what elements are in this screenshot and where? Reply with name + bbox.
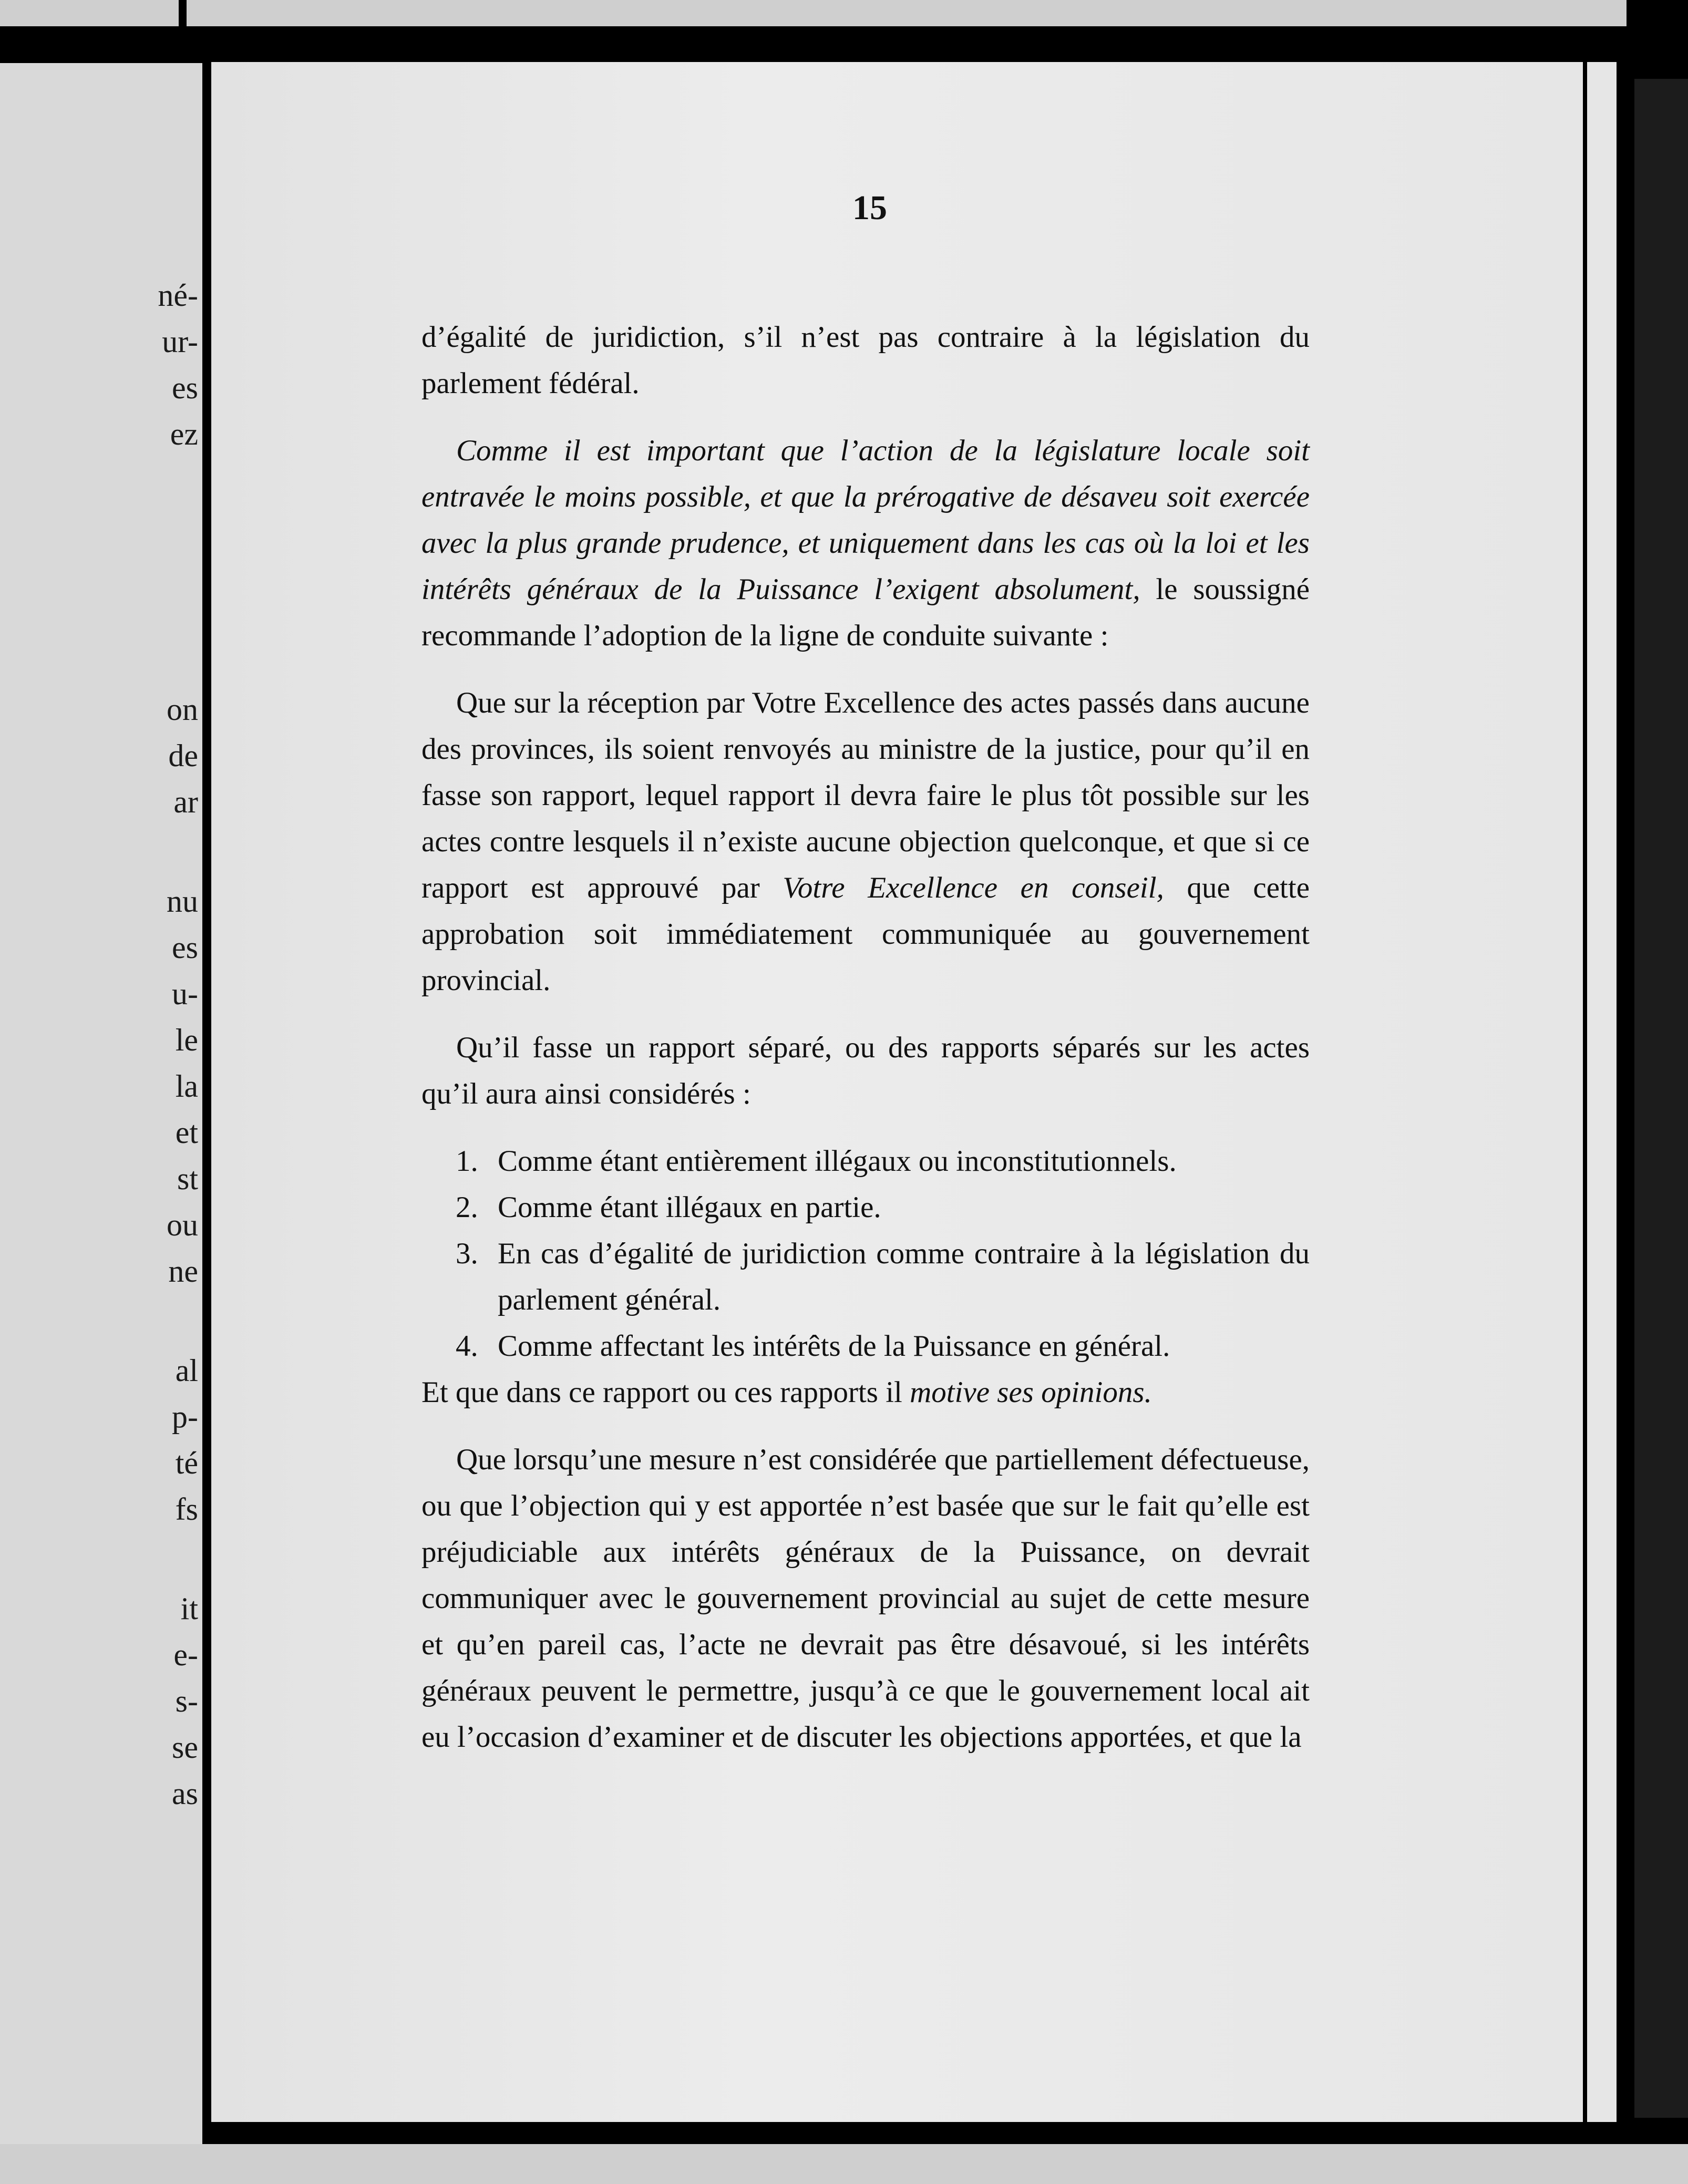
list-item-number: 1. <box>456 1145 478 1178</box>
bottom-strip <box>0 2144 1688 2184</box>
list-item-text: En cas d’égalité de juridiction comme contraire à la législation du parlement général. <box>498 1237 1310 1316</box>
page-body <box>421 314 1310 1760</box>
margin-fragment: et <box>175 1115 198 1150</box>
margin-fragment: s- <box>175 1684 198 1718</box>
list-item-text: Comme étant illégaux en partie. <box>498 1191 881 1224</box>
paragraph-3-end: que cette approbation soit immédiatement communiquée au gouvernement provincial. <box>421 871 1310 997</box>
paragraph-5-start: Et que dans ce rapport ou ces rapports il <box>421 1376 910 1409</box>
paragraph-4: Qu’il fasse un rapport séparé, ou des rapports séparés sur les actes qu’il aura ainsi considérés : <box>421 1031 1310 1110</box>
list-item <box>421 1184 1310 1231</box>
margin-fragment: on <box>167 692 198 727</box>
paragraph-3 <box>421 680 1310 1004</box>
top-strip <box>187 0 1627 26</box>
margin-fragment: le <box>175 1023 198 1057</box>
margin-fragment: ou <box>167 1208 198 1242</box>
margin-fragment: it <box>180 1591 198 1626</box>
margin-fragment: p- <box>172 1399 198 1434</box>
margin-fragment: ez <box>170 417 198 451</box>
margin-fragment: nu <box>167 884 198 919</box>
paragraph-5 <box>421 1369 1310 1416</box>
scanned-page <box>211 62 1583 2122</box>
numbered-list <box>421 1138 1310 1369</box>
paragraph-2-rest: le soussigné recommande l’adoption de la ligne de conduite suivante : <box>421 573 1310 652</box>
margin-fragment: al <box>175 1353 198 1388</box>
margin-fragment: fs <box>175 1492 198 1527</box>
paragraph-3-start: Que sur la réception par Votre Excellence des actes passés dans aucune des provinces, ils soient renvoyés au ministre de la justice, pour qu’il en fasse son rapport, lequel rapport il devra faire le plus tôt possible sur les actes contre lesquels il n’existe aucune objection quelconque, et que si ce rapport est approuvé par <box>421 686 1310 904</box>
paragraph-1: d’égalité de juridiction, s’il n’est pas contraire à la législation du parlement fédéral. <box>421 321 1310 400</box>
margin-fragment: se <box>172 1730 198 1765</box>
margin-fragment: st <box>177 1161 198 1196</box>
list-item-number: 4. <box>456 1330 478 1363</box>
margin-fragment: té <box>175 1446 198 1480</box>
margin-fragment: de <box>168 738 198 773</box>
margin-fragment: la <box>175 1069 198 1104</box>
list-item <box>421 1323 1310 1369</box>
list-item-number: 3. <box>456 1237 478 1270</box>
margin-fragment: es <box>172 930 198 965</box>
margin-fragment: e- <box>173 1637 198 1672</box>
paragraph-5-italic: motive ses opinions. <box>910 1376 1152 1409</box>
top-strip-left <box>0 0 179 26</box>
right-film-strip <box>1634 79 1688 2118</box>
page-right-edge <box>1587 62 1617 2122</box>
list-item-number: 2. <box>456 1191 478 1224</box>
list-item <box>421 1231 1310 1323</box>
paragraph-3-italic: Votre Excellence en conseil, <box>783 871 1164 904</box>
margin-fragment: u- <box>172 976 198 1011</box>
list-item-text: Comme affectant les intérêts de la Puissance en général. <box>498 1330 1170 1363</box>
margin-fragment: ne <box>168 1254 198 1289</box>
list-item-text: Comme étant entièrement illégaux ou inconstitutionnels. <box>498 1145 1177 1178</box>
margin-fragment: ur- <box>162 324 198 359</box>
previous-page-edge <box>0 63 202 2144</box>
paragraph-6: Que lorsqu’une mesure n’est considérée que partiellement défectueuse, ou que l’objection qui y est apportée n’est basée que sur le fait qu’elle est préjudiciable aux intérêts généraux de la Puissance, on devrait communiquer avec le gouvernement provincial au sujet de cette mesure et qu’en pareil cas, l’acte ne devrait pas être désavoué, si les intérêts généraux peuvent le permettre, jusqu’à ce que le gouvernement local ait eu l’occasion d’examiner et de discuter les objections apportées, et que la <box>421 1443 1310 1754</box>
page-number: 15 <box>852 189 887 227</box>
paragraph-2-italic: Comme il est important que l’action de la législature locale soit entravée le moins possible, et que la prérogative de désaveu soit exercée avec la plus grande prudence, et uniquement dans les cas où la loi et les intérêts généraux de la Puissance l’exigent absolument, <box>421 434 1310 606</box>
margin-fragment: as <box>172 1776 198 1811</box>
paragraph-2 <box>421 428 1310 659</box>
margin-fragment: né- <box>158 278 198 313</box>
list-item <box>421 1138 1310 1184</box>
margin-fragment: es <box>172 370 198 405</box>
margin-fragment: ar <box>173 785 198 819</box>
